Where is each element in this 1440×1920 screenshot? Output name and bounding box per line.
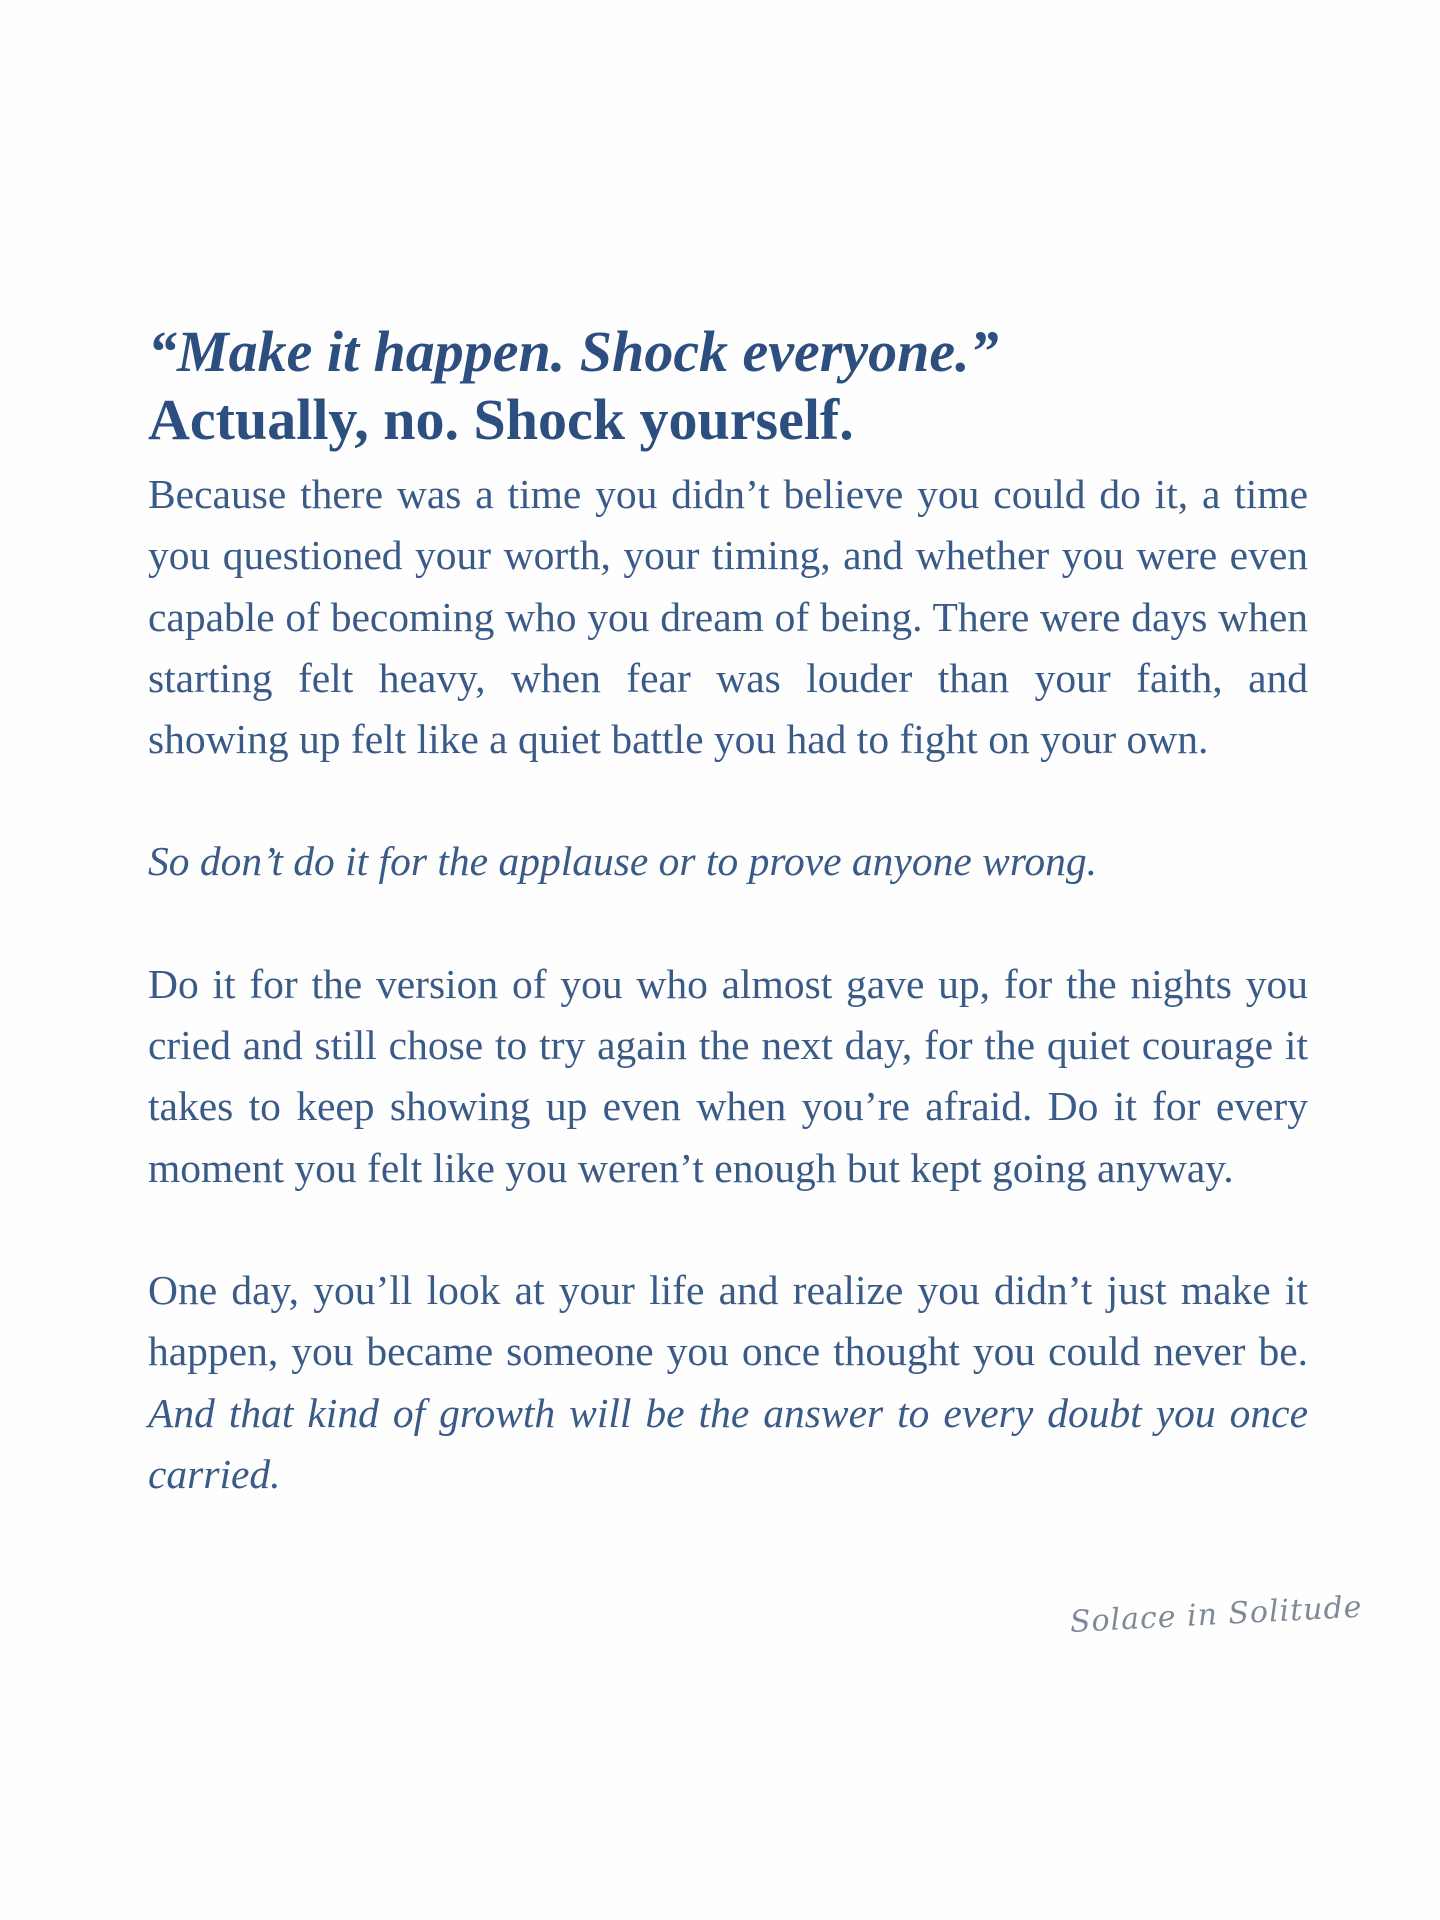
signature: Solace in Solitude — [1069, 1589, 1364, 1640]
paragraph-4-italic: And that kind of growth will be the answer to every doubt you once carried. — [148, 1389, 1308, 1497]
quote-content — [148, 318, 1308, 1505]
paragraph-4-regular: One day, you’ll look at your life and realize you didn’t just make it happen, you became someone you once thought you could never be. — [148, 1266, 1308, 1375]
paragraph-3: Do it for the version of you who almost gave up, for the nights you cried and still chose to try again the next day, for the quiet courage it takes to keep showing up even when you’re afraid. Do it for every moment you felt like you weren’t enough but kept going anyway. — [148, 960, 1308, 1191]
paragraph-1: Because there was a time you didn’t believe you could do it, a time you questioned your worth, your timing, and whether you were even capable of becoming who you dream of being. There were days when starting felt heavy, when fear was louder than your faith, and showing up felt like a quiet battle you had to fight on your own. — [148, 471, 1308, 763]
headline-quote: “Make it happen. Shock everyone.” — [148, 319, 999, 384]
paragraph-4 — [148, 1260, 1308, 1505]
headline-subtitle: Actually, no. Shock yourself. — [148, 387, 854, 452]
paragraph-2: So don’t do it for the applause or to prove anyone wrong. — [148, 838, 1098, 885]
